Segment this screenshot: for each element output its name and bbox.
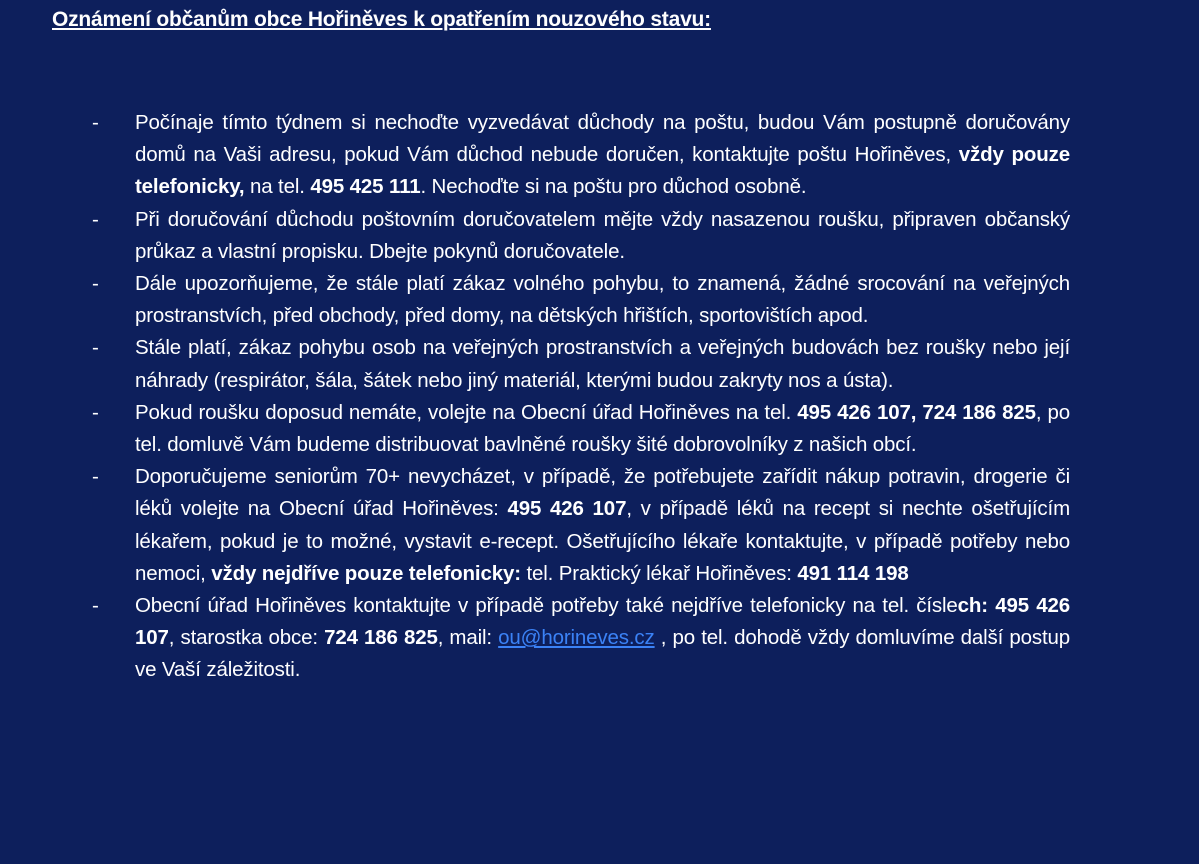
- bold-text: vždy pouze telefonicky,: [135, 143, 1070, 199]
- list-item-text: [135, 204, 1070, 268]
- text-segment: , po tel. domluvě Vám budeme distribuovat bavlněné roušky šité dobrovolníky z našich obcí.: [135, 400, 1071, 457]
- bullet-dash: -: [92, 594, 99, 618]
- list-item: [90, 461, 1070, 590]
- bullet-dash: -: [92, 272, 99, 296]
- list-item: [90, 204, 1070, 268]
- text-segment: Dále upozorňujeme, že stále platí zákaz volného pohybu, to znamená, žádné srocování na veřejných prostranstvích, před obchody, před domy, na dětských hřištích, sportovištích apod.: [135, 272, 1070, 328]
- text-segment: tel. Praktický lékař Hořiněves:: [520, 561, 798, 585]
- bold-text: 495 425 111: [310, 175, 421, 199]
- notice-list: [90, 107, 1070, 687]
- list-item: [90, 397, 1070, 461]
- bold-text: 491 114 198: [797, 561, 909, 585]
- bullet-dash: -: [92, 400, 99, 424]
- list-item-text: [135, 397, 1070, 461]
- list-item-text: [135, 590, 1070, 687]
- text-segment: na tel.: [244, 175, 311, 199]
- bold-text: 724 186 825: [324, 626, 438, 650]
- bold-text: 495 426 107, 724 186 825: [797, 400, 1036, 424]
- text-segment: , starostka obce:: [168, 626, 325, 650]
- text-segment: . Nechoďte si na poštu pro důchod osobně.: [420, 175, 807, 199]
- page-title: Oznámení občanům obce Hořiněves k opatřením nouzového stavu:: [52, 8, 711, 31]
- bullet-dash: -: [92, 111, 99, 134]
- bold-text: vždy nejdříve pouze telefonicky:: [211, 561, 521, 585]
- list-item-text: [135, 332, 1070, 396]
- text-segment: Stále platí, zákaz pohybu osob na veřejných prostranstvích a veřejných budovách bez roušky nebo její náhrady (respirátor, šála, šátek nebo jiný materiál, kterými budou zakryty nos a ústa).: [135, 336, 1070, 392]
- bold-text: 495 426 107: [507, 497, 627, 521]
- text-segment: Obecní úřad Hořiněves kontaktujte v případě potřeby také nejdříve telefonicky na tel. čísle: [135, 594, 958, 618]
- bold-text: 495 426 107: [135, 594, 1070, 650]
- text-segment: Pokud roušku doposud nemáte, volejte na Obecní úřad Hořiněves na tel.: [135, 400, 798, 424]
- bullet-dash: -: [92, 465, 99, 489]
- list-item-text: [135, 268, 1070, 332]
- list-item-text: [135, 461, 1070, 590]
- email-link[interactable]: ou@horineves.cz: [498, 626, 655, 650]
- text-segment: , v případě léků na recept si nechte ošetřujícím lékařem, pokud je to možné, vystavit e-recept. Ošetřujícího lékaře kontaktujte, v případě potřeby nebo nemoci,: [135, 497, 1071, 585]
- bullet-dash: -: [92, 207, 99, 231]
- bold-text: ch:: [957, 594, 988, 618]
- text-segment: Doporučujeme seniorům 70+ nevycházet, v případě, že potřebujete zařídit nákup potravin, drogerie či léků volejte na Obecní úřad Hořiněves:: [135, 465, 1070, 521]
- list-item: [90, 332, 1070, 396]
- list-item: [90, 268, 1070, 332]
- list-item: [90, 107, 1070, 204]
- text-segment: , mail:: [437, 626, 499, 650]
- text-segment: , po tel. dohodě vždy domluvíme další postup ve Vaší záležitosti.: [135, 626, 1071, 682]
- list-item: [90, 590, 1070, 687]
- bullet-dash: -: [92, 336, 99, 360]
- list-item-text: [135, 107, 1070, 204]
- text-segment: Počínaje tímto týdnem si nechoďte vyzvedávat důchody na poštu, budou Vám postupně doručovány domů na Vaši adresu, pokud Vám důchod nebude doručen, kontaktujte poštu Hořiněves,: [135, 111, 1070, 167]
- text-segment: Při doručování důchodu poštovním doručovatelem mějte vždy nasazenou roušku, připraven občanský průkaz a vlastní propisku. Dbejte pokynů doručovatele.: [135, 207, 1070, 263]
